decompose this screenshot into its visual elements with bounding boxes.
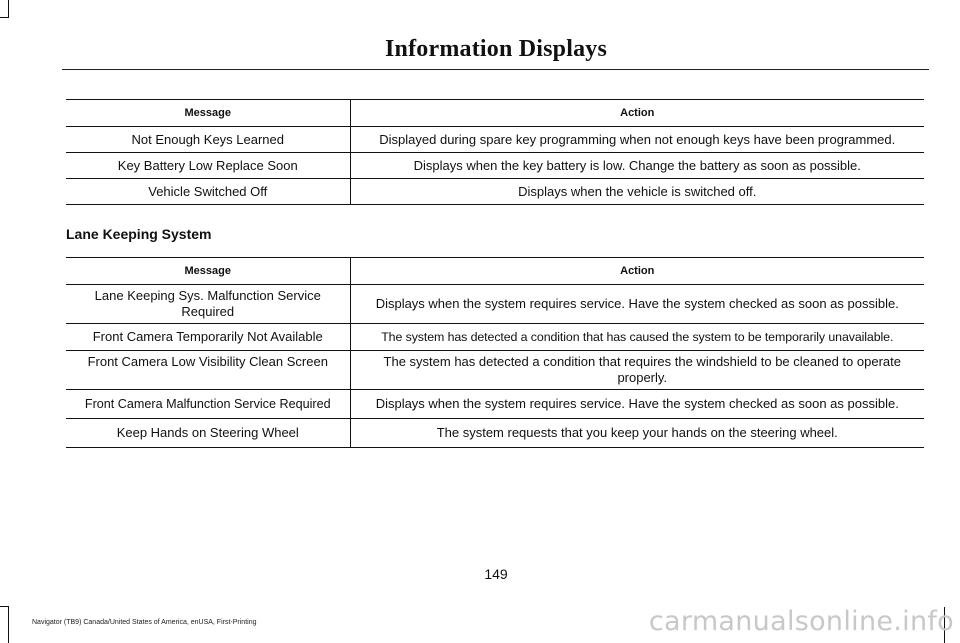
title-divider xyxy=(62,69,929,70)
message-cell: Lane Keeping Sys. Malfunction Service Required xyxy=(66,285,350,324)
table-row xyxy=(66,324,924,351)
table-row xyxy=(66,285,924,324)
table-row xyxy=(66,153,924,179)
table-row xyxy=(66,127,924,153)
action-cell: The system has detected a condition that requires the windshield to be cleaned to operate properly. xyxy=(350,351,924,390)
action-cell: The system has detected a condition that has caused the system to be temporarily unavailable. xyxy=(350,324,924,351)
lane-keeping-messages-table xyxy=(66,257,924,448)
table-header-row xyxy=(66,100,924,127)
table-row xyxy=(66,419,924,448)
action-cell: The system requests that you keep your hands on the steering wheel. xyxy=(350,419,924,448)
page-title: Information Displays xyxy=(384,36,608,62)
table-row xyxy=(66,351,924,390)
message-cell: Key Battery Low Replace Soon xyxy=(66,153,350,179)
message-cell: Front Camera Low Visibility Clean Screen xyxy=(66,351,350,390)
table-row xyxy=(66,390,924,419)
column-header-message: Message xyxy=(66,100,350,127)
action-cell: Displays when the system requires service. Have the system checked as soon as possible. xyxy=(350,285,924,324)
table-header-row xyxy=(66,258,924,285)
crop-mark-bottom-left-h xyxy=(0,606,9,607)
message-cell: Not Enough Keys Learned xyxy=(66,127,350,153)
crop-mark-top-left-v xyxy=(8,0,9,18)
table-row xyxy=(66,179,924,205)
page-number: 149 xyxy=(484,566,508,582)
message-cell: Vehicle Switched Off xyxy=(66,179,350,205)
crop-mark-bottom-left-v xyxy=(8,606,9,643)
section-heading: Lane Keeping System xyxy=(66,226,212,242)
action-cell: Displayed during spare key programming when not enough keys have been programmed. xyxy=(350,127,924,153)
message-cell: Keep Hands on Steering Wheel xyxy=(66,419,350,448)
action-cell: Displays when the vehicle is switched off. xyxy=(350,179,924,205)
column-header-message: Message xyxy=(66,258,350,285)
message-cell: Front Camera Malfunction Service Required xyxy=(66,390,350,419)
key-messages-table xyxy=(66,99,924,205)
message-cell: Front Camera Temporarily Not Available xyxy=(66,324,350,351)
action-cell: Displays when the key battery is low. Change the battery as soon as possible. xyxy=(350,153,924,179)
column-header-action: Action xyxy=(350,100,924,127)
crop-mark-top-left-h xyxy=(0,17,9,18)
column-header-action: Action xyxy=(350,258,924,285)
watermark: carmanualsonline.info xyxy=(648,606,954,637)
action-cell: Displays when the system requires service. Have the system checked as soon as possible. xyxy=(350,390,924,419)
document-info: Navigator (TB9) Canada/United States of America, enUSA, First-Printing xyxy=(32,619,257,626)
